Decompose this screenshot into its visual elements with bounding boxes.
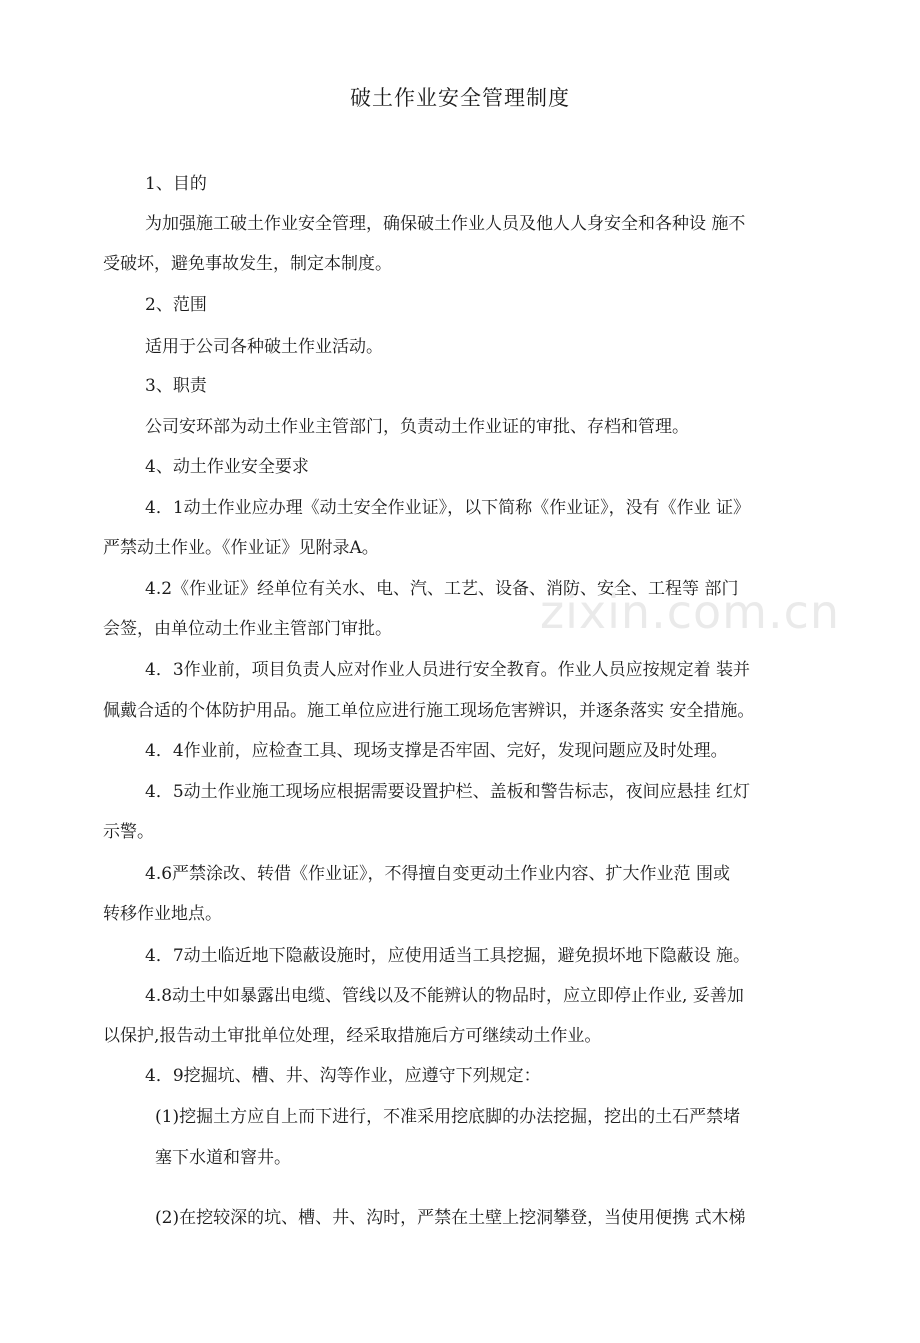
paragraph-line: 适用于公司各种破土作业活动。 [145,337,383,357]
list-item-line: (2)在挖较深的坑、槽、井、沟时，严禁在土壁上挖洞攀登，当使用便携 式木梯 [155,1208,746,1228]
document-title: 破土作业安全管理制度 [350,86,570,110]
paragraph-line: 4．9挖掘坑、槽、井、沟等作业，应遵守下列规定： [145,1066,541,1086]
paragraph-line: 4．7动土临近地下隐蔽设施时，应使用适当工具挖掘，避免损坏地下隐蔽设 施。 [145,946,751,966]
paragraph-line: 转移作业地点。 [103,904,222,924]
paragraph-line: 以保护,报告动土审批单位处理，经采取措施后方可继续动土作业。 [103,1026,602,1046]
section-heading: 1、目的 [145,174,207,194]
paragraph-line: 佩戴合适的个体防护用品。施工单位应进行施工现场危害辨识，并逐条落实 安全措施。 [103,701,755,721]
list-item-line: 塞下水道和窨井。 [155,1148,291,1168]
paragraph-line: 受破坏，避免事故发生，制定本制度。 [103,254,392,274]
list-item-line: (1)挖掘土方应自上而下进行，不准采用挖底脚的办法挖掘，挖出的土石严禁堵 [155,1107,741,1127]
paragraph-line: 会签，由单位动土作业主管部门审批。 [103,619,392,639]
paragraph-line: 4．1动土作业应办理《动土安全作业证》，以下简称《作业证》，没有《作业 证》 [145,498,751,518]
paragraph-line: 4．4作业前，应检查工具、现场支撑是否牢固、完好，发现问题应及时处理。 [145,741,728,761]
paragraph-line: 为加强施工破土作业安全管理，确保破土作业人员及他人人身安全和各种设 施不 [145,214,746,234]
paragraph-line: 4.6严禁涂改、转借《作业证》，不得擅自变更动土作业内容、扩大作业范 围或 [145,864,730,884]
paragraph-line: 4．3作业前，项目负责人应对作业人员进行安全教育。作业人员应按规定着 装并 [145,660,751,680]
paragraph-line: 示警。 [103,822,154,842]
paragraph-line: 公司安环部为动土作业主管部门，负责动土作业证的审批、存档和管理。 [145,417,689,437]
paragraph-line: 4.2《作业证》经单位有关水、电、汽、工艺、设备、消防、安全、工程等 部门 [145,579,739,599]
paragraph-line: 4.8动土中如暴露出电缆、管线以及不能辨认的物品时，应立即停止作业, 妥善加 [145,986,744,1006]
paragraph-line: 严禁动土作业。《作业证》见附录A。 [103,538,379,558]
section-heading: 4、动土作业安全要求 [145,457,309,477]
section-heading: 3、职责 [145,376,207,396]
watermark: zixin.com.cn [540,585,841,639]
paragraph-line: 4．5动土作业施工现场应根据需要设置护栏、盖板和警告标志，夜间应悬挂 红灯 [145,782,751,802]
section-heading: 2、范围 [145,295,207,315]
